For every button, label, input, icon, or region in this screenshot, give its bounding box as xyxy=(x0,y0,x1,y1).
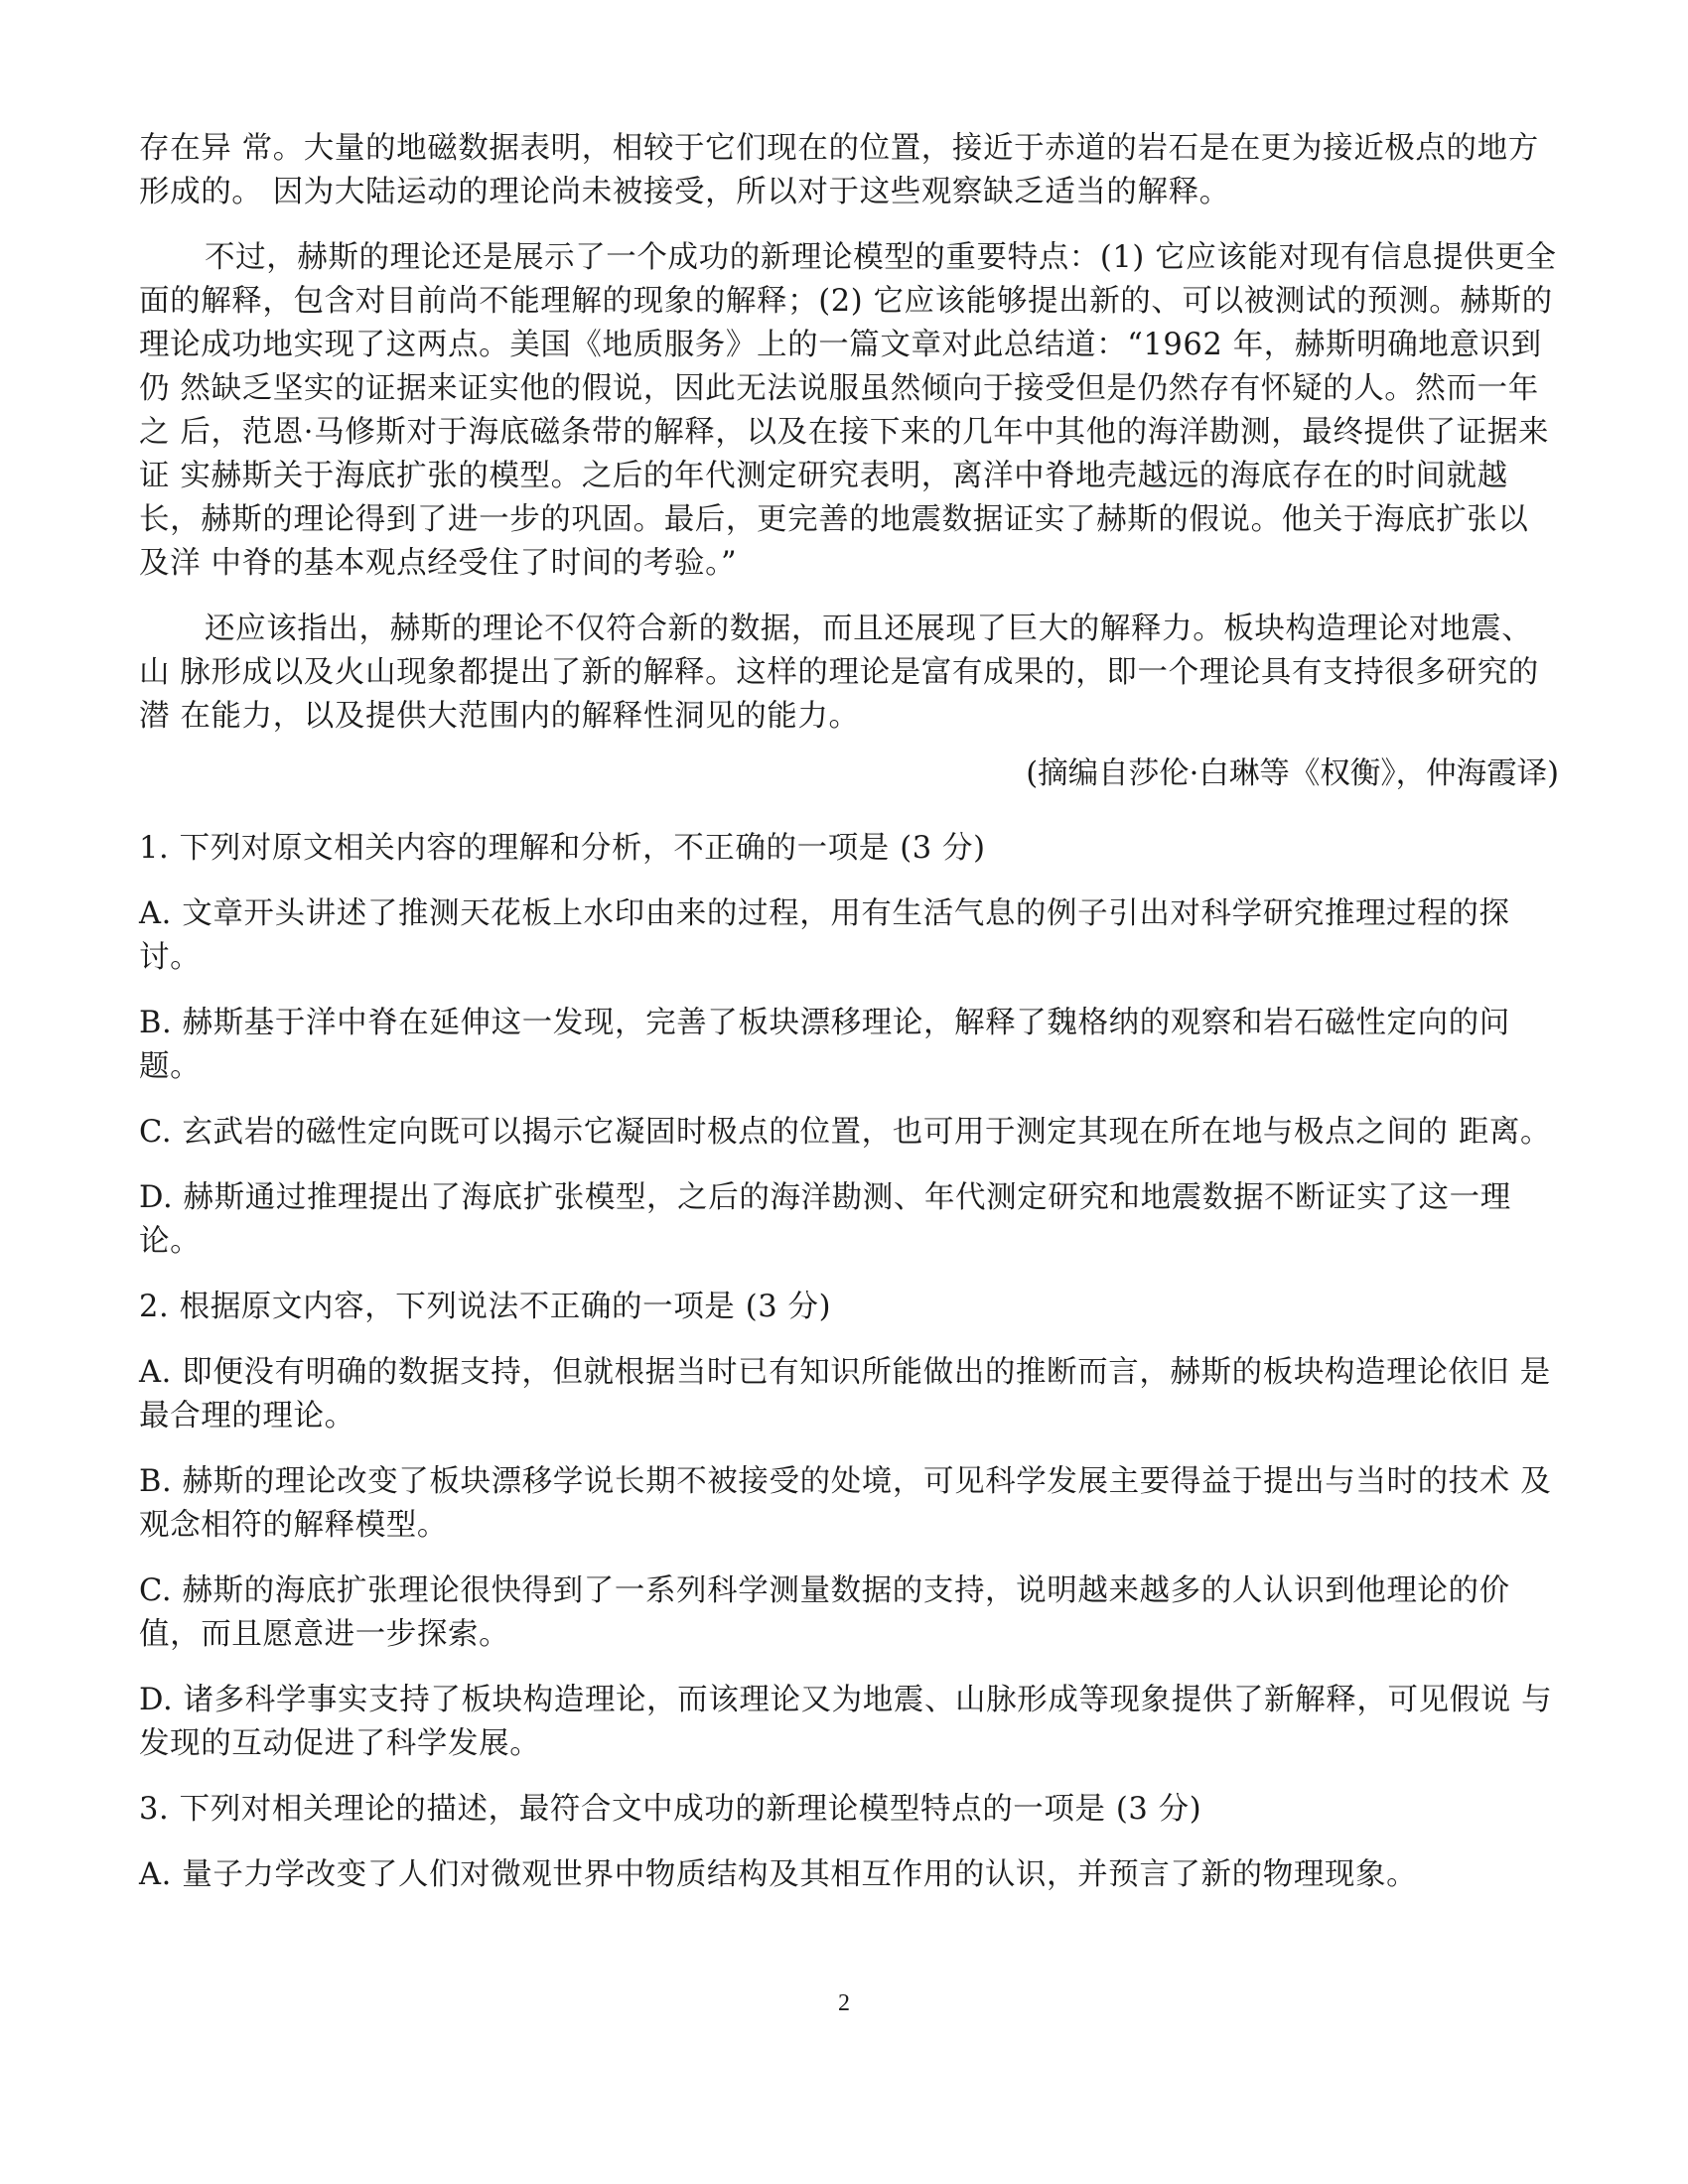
question-3-option-a: A. 量子力学改变了人们对微观世界中物质结构及其相互作用的认识，并预言了新的物理现象。 xyxy=(139,1856,1418,1892)
question-2-option-a: A. 即便没有明确的数据支持，但就根据当时已有知识所能做出的推断而言，赫斯的板块构造理论依旧 是最合理的理论。 xyxy=(139,1354,1551,1433)
page-number: 2 xyxy=(838,1990,850,2016)
document-page xyxy=(139,127,1559,1897)
question-1-option-c: C. 玄武岩的磁性定向既可以揭示它凝固时极点的位置，也可用于测定其现在所在地与极点之间的 距离。 xyxy=(139,1114,1552,1150)
question-1-stem: 1. 下列对原文相关内容的理解和分析，不正确的一项是 (3 分) xyxy=(139,830,986,866)
passage-paragraph-3: 还应该指出，赫斯的理论不仅符合新的数据，而且还展现了巨大的解释力。板块构造理论对地震、山 脉形成以及火山现象都提出了新的解释。这样的理论是富有成果的，即一个理论具有支持很多研究的潜 在能力，以及提供大范围内的解释性洞见的能力。 xyxy=(139,612,1539,734)
question-1 xyxy=(139,827,1559,1264)
passage-citation: (摘编自莎伦·白琳等《权衡》，仲海霞译) xyxy=(1026,756,1559,791)
question-1-option-b: B. 赫斯基于洋中脊在延伸这一发现，完善了板块漂移理论，解释了魏格纳的观察和岩石磁性定向的问题。 xyxy=(139,1005,1510,1084)
question-2 xyxy=(139,1286,1559,1766)
question-2-option-b: B. 赫斯的理论改变了板块漂移学说长期不被接受的处境，可见科学发展主要得益于提出与当时的技术 及观念相符的解释模型。 xyxy=(139,1463,1552,1543)
question-2-option-c: C. 赫斯的海底扩张理论很快得到了一系列科学测量数据的支持，说明越来越多的人认识到他理论的价 值，而且愿意进一步探索。 xyxy=(139,1572,1510,1652)
passage-paragraph-1: 存在异 常。大量的地磁数据表明，相较于它们现在的位置，接近于赤道的岩石是在更为接近极点的地方形成的。 因为大陆运动的理论尚未被接受，所以对于这些观察缺乏适当的解释。 xyxy=(139,131,1539,209)
passage-paragraph-2: 不过，赫斯的理论还是展示了一个成功的新理论模型的重要特点：(1) 它应该能对现有信息提供更全 面的解释，包含对目前尚不能理解的现象的解释；(2) 它应该能够提出新的、可以被测试的预测。赫斯的 理论成功地实现了这两点。美国《地质服务》上的一篇文章对此总结道：“1962 年，赫斯明确地意识到仍 然缺乏坚实的证据来证实他的假说，因此无法说服虽然倾向于接受但是仍然存有怀疑的人。然而一年之 后，范恩·马修斯对于海底磁条带的解释，以及在接下来的几年中其他的海洋勘测，最终提供了证据来证 实赫斯关于海底扩张的模型。之后的年代测定研究表明，离洋中脊地壳越远的海底存在的时间就越长，赫斯的理论得到了进一步的巩固。最后，更完善的地震数据证实了赫斯的假说。他关于海底扩张以及洋 中脊的基本观点经受住了时间的考验。” xyxy=(139,240,1557,581)
question-1-option-d: D. 赫斯通过推理提出了海底扩张模型，之后的海洋勘测、年代测定研究和地震数据不断证实了这一理论。 xyxy=(139,1179,1511,1259)
question-3 xyxy=(139,1788,1559,1897)
question-2-stem: 2. 根据原文内容，下列说法不正确的一项是 (3 分) xyxy=(139,1289,832,1324)
question-1-option-a: A. 文章开头讲述了推测天花板上水印由来的过程，用有生活气息的例子引出对科学研究推理过程的探讨。 xyxy=(139,895,1510,975)
question-2-option-d: D. 诸多科学事实支持了板块构造理论，而该理论又为地震、山脉形成等现象提供了新解释，可见假说 与发现的互动促进了科学发展。 xyxy=(139,1682,1553,1761)
question-3-stem: 3. 下列对相关理论的描述，最符合文中成功的新理论模型特点的一项是 (3 分) xyxy=(139,1791,1202,1827)
